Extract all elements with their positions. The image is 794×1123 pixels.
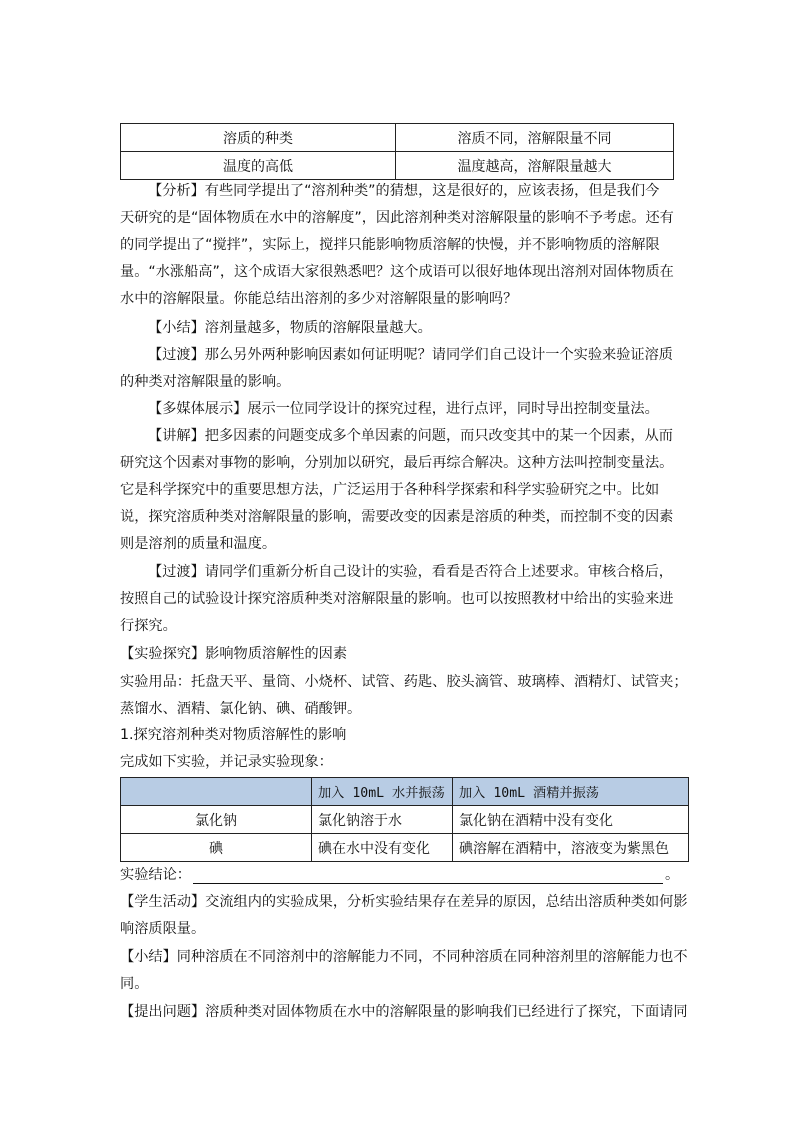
lecture-line: 它是科学探究中的重要思想方法，广泛运用于各种科学探索和科学实验研究之中。比如: [120, 482, 660, 498]
summary-line: 【小结】同种溶质在不同溶剂中的溶解能力不同，不同种溶质在同种溶剂里的溶解能力也不: [120, 949, 688, 965]
table-row: [121, 124, 674, 152]
factor-table: [120, 123, 674, 180]
analysis-line: 水中的溶解限量。你能总结出溶剂的多少对溶解限量的影响吗？: [120, 291, 518, 307]
table-header-cell: [121, 778, 312, 806]
materials-line: 蒸馏水、酒精、氯化钠、碘、硝酸钾。: [120, 701, 362, 717]
table-cell: 溶质的种类: [121, 124, 396, 152]
table-row: [121, 152, 674, 180]
lecture-line: 说，探究溶质种类对溶解限量的影响，需要改变的因素是溶质的种类，而控制不变的因素: [120, 509, 674, 525]
table-header-cell: 加入 10mL 酒精并振荡: [453, 778, 689, 806]
analysis-line: 天研究的是“固体物质在水中的溶解度”，因此溶剂种类对溶解限量的影响不予考虑。还有: [120, 210, 674, 226]
table-cell: 溶质不同，溶解限量不同: [396, 124, 674, 152]
transition-line: 按照自己的试验设计探究溶质种类对溶解限量的影响。也可以按照教材中给出的实验来进: [120, 591, 674, 607]
table-cell: 碘: [121, 834, 312, 862]
transition-line: 行探究。: [120, 618, 177, 634]
table-cell: 碘在水中没有变化: [312, 834, 453, 862]
summary-line: 【小结】溶剂量越多，物质的溶解限量越大。: [148, 320, 432, 336]
student-activity-line: 响溶质限量。: [120, 921, 206, 937]
conclusion-end: 。: [664, 867, 680, 883]
lecture-line: 则是溶剂的质量和温度。: [120, 536, 277, 552]
experiment-title: 【实验探究】影响物质溶解性的因素: [120, 646, 348, 662]
conclusion-line: [120, 864, 679, 884]
table-cell: 氯化钠在酒精中没有变化: [453, 806, 689, 834]
conclusion-label: 实验结论：: [120, 867, 191, 883]
materials-line: 实验用品：托盘天平、量筒、小烧杯、试管、药匙、胶头滴管、玻璃棒、酒精灯、试管夹；: [120, 674, 688, 690]
instruction-line: 完成如下实验，并记录实验现象：: [120, 754, 333, 770]
transition-line: 【过渡】请同学们重新分析自己设计的实验，看看是否符合上述要求。审核合格后，: [148, 564, 673, 580]
table-cell: 氯化钠溶于水: [312, 806, 453, 834]
table-cell: 温度的高低: [121, 152, 396, 180]
analysis-line: 的同学提出了“搅拌”，实际上，搅拌只能影响物质溶解的快慢，并不影响物质的溶解限: [120, 237, 660, 253]
lecture-line: 【讲解】把多因素的问题变成多个单因素的问题，而只改变其中的某一个因素，从而: [148, 428, 673, 444]
table-cell: 氯化钠: [121, 806, 312, 834]
table-header-row: [121, 778, 689, 806]
table-cell: 温度越高，溶解限量越大: [396, 152, 674, 180]
conclusion-blank[interactable]: [193, 871, 663, 884]
question-line: 【提出问题】溶质种类对固体物质在水中的溶解限量的影响我们已经进行了探究，下面请同: [120, 1004, 688, 1020]
table-header-cell: 加入 10mL 水并振荡: [312, 778, 453, 806]
table-cell: 碘溶解在酒精中，溶液变为紫黑色: [453, 834, 689, 862]
table-row: [121, 806, 689, 834]
transition-line: 的种类对溶解限量的影响。: [120, 374, 291, 390]
analysis-line: 【分析】有些同学提出了“溶剂种类”的猜想，这是很好的，应该表扬，但是我们今: [148, 183, 660, 199]
lecture-line: 研究这个因素对事物的影响，分别加以研究，最后再综合解决。这种方法叫控制变量法。: [120, 455, 674, 471]
multimedia-line: 【多媒体展示】展示一位同学设计的探究过程，进行点评，同时导出控制变量法。: [148, 401, 659, 417]
transition-line: 【过渡】那么另外两种影响因素如何证明呢？请同学们自己设计一个实验来验证溶质: [148, 347, 673, 363]
summary-line: 同。: [120, 976, 149, 992]
table-row: [121, 834, 689, 862]
analysis-line: 量。“水涨船高”，这个成语大家很熟悉吧？这个成语可以很好地体现出溶剂对固体物质在: [120, 264, 674, 280]
experiment-table: [120, 777, 689, 862]
step-heading: 1.探究溶剂种类对物质溶解性的影响: [120, 727, 347, 743]
student-activity-line: 【学生活动】交流组内的实验成果，分析实验结果存在差异的原因，总结出溶质种类如何影: [120, 894, 688, 910]
